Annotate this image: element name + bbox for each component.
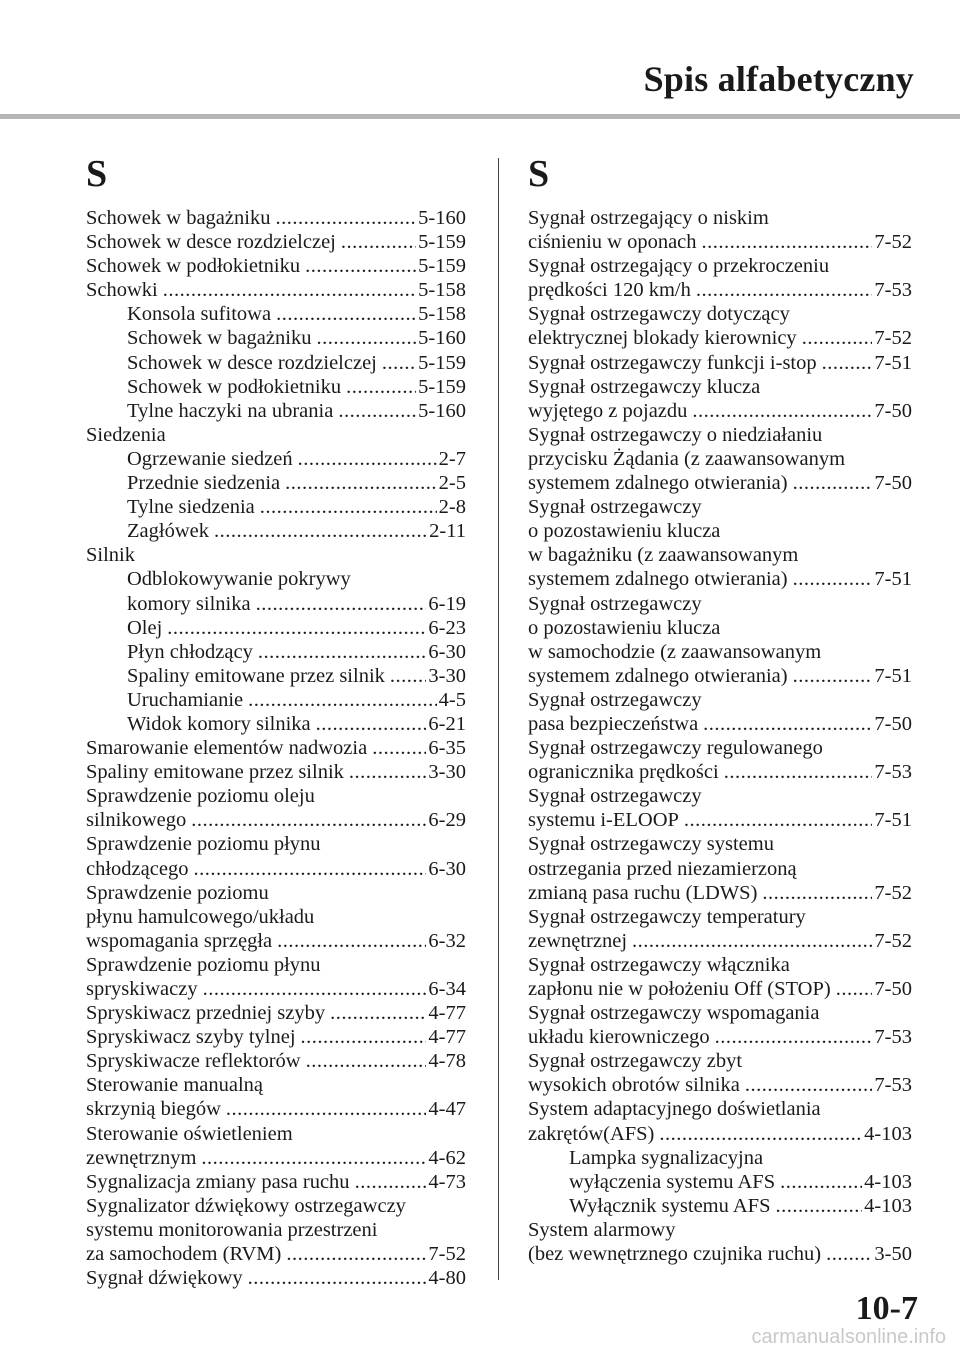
index-entry <box>528 1025 912 1049</box>
index-entry <box>86 592 466 616</box>
index-entry-page: 4-5 <box>438 688 466 711</box>
dot-leader <box>306 1049 427 1073</box>
index-entry <box>86 881 466 905</box>
dot-leader <box>256 592 427 616</box>
index-entry-page: 6-29 <box>428 809 466 832</box>
index-entry <box>528 375 912 399</box>
dot-leader <box>248 1266 427 1290</box>
index-entry-page: 6-21 <box>428 712 466 735</box>
index-entry <box>86 1170 466 1194</box>
index-entry-page: 2-8 <box>438 496 466 519</box>
index-entry <box>86 1097 466 1121</box>
dot-leader <box>390 664 427 688</box>
dot-leader <box>191 808 426 832</box>
index-entry <box>86 953 466 977</box>
index-entry-term: Schowek w podłokietniku <box>127 375 342 398</box>
index-entry <box>528 519 912 543</box>
index-entry-page: 4-47 <box>428 1098 466 1121</box>
index-entry <box>86 447 466 471</box>
index-entry-term: chłodzącego <box>86 857 189 880</box>
index-entry <box>86 1218 466 1242</box>
index-entry-page: 5-160 <box>418 399 466 422</box>
dot-leader <box>349 760 427 784</box>
index-entry-page: 7-53 <box>874 1026 912 1049</box>
index-entry-term: Sygnał dźwiękowy <box>86 1267 243 1290</box>
index-entry-page: 3-30 <box>428 761 466 784</box>
index-entry-term: Spryskiwacze reflektorów <box>86 1050 301 1073</box>
index-entry-term: Silnik <box>86 544 135 567</box>
index-entry <box>86 857 466 881</box>
index-entry-page: 5-159 <box>418 351 466 374</box>
index-entry-page: 3-50 <box>874 1243 912 1266</box>
index-entry-page: 5-159 <box>418 375 466 398</box>
index-entry-page: 4-62 <box>428 1146 466 1169</box>
index-entry-term: systemem zdalnego otwierania) <box>528 568 788 591</box>
index-entry-term: Sprawdzenie poziomu <box>86 881 269 904</box>
index-column-left <box>86 150 466 1290</box>
index-entry-term: ciśnieniu w oponach <box>528 231 697 254</box>
index-entry-page: 7-50 <box>874 712 912 735</box>
dot-leader <box>724 760 873 784</box>
index-entry <box>86 1122 466 1146</box>
index-entry <box>86 495 466 519</box>
index-entry-term: Sygnał ostrzegawczy dotyczący <box>528 303 790 326</box>
index-entry-term: System adaptacyjnego doświetlania <box>528 1098 821 1121</box>
index-entry-page: 5-158 <box>418 279 466 302</box>
index-entry <box>86 1146 466 1170</box>
dot-leader <box>793 567 873 591</box>
index-entry <box>528 1146 912 1170</box>
index-entry-page: 4-73 <box>428 1170 466 1193</box>
index-entry-term: Sygnał ostrzegawczy systemu <box>528 833 774 856</box>
index-entry <box>528 664 912 688</box>
index-entry-page: 6-19 <box>428 592 466 615</box>
dot-leader <box>276 302 416 326</box>
index-entry-term: układu kierowniczego <box>528 1026 710 1049</box>
index-entry-page: 2-5 <box>438 472 466 495</box>
index-entry <box>86 471 466 495</box>
index-entry <box>528 230 912 254</box>
index-entry <box>86 567 466 591</box>
index-entry <box>528 832 912 856</box>
index-entry-term: silnikowego <box>86 809 187 832</box>
index-entry-page: 5-158 <box>418 303 466 326</box>
index-entry <box>86 784 466 808</box>
dot-leader <box>702 230 873 254</box>
index-entry-page: 7-52 <box>874 327 912 350</box>
index-entry <box>86 1242 466 1266</box>
dot-leader <box>793 471 873 495</box>
index-entry-term: Sygnał ostrzegawczy <box>528 496 702 519</box>
index-entry <box>528 302 912 326</box>
dot-leader <box>226 1097 427 1121</box>
index-entries-left <box>86 206 466 1290</box>
dot-leader <box>330 1001 426 1025</box>
column-divider <box>498 158 499 1280</box>
dot-leader <box>275 206 416 230</box>
index-entry <box>86 423 466 447</box>
index-entry <box>86 326 466 350</box>
dot-leader <box>632 929 872 953</box>
dot-leader <box>659 1122 862 1146</box>
index-entry <box>86 351 466 375</box>
index-entry-term: w bagażniku (z zaawansowanym <box>528 544 799 567</box>
index-entry <box>86 230 466 254</box>
index-entry-page: 2-11 <box>429 520 466 543</box>
index-entry <box>528 326 912 350</box>
index-entry-term: komory silnika <box>127 592 251 615</box>
index-entry-page: 7-50 <box>874 399 912 422</box>
index-entry-term: Sterowanie manualną <box>86 1074 264 1097</box>
dot-leader <box>316 326 416 350</box>
index-entry-page: 4-103 <box>864 1194 912 1217</box>
index-entry-page: 7-50 <box>874 978 912 1000</box>
dot-leader <box>305 254 416 278</box>
index-entry <box>528 640 912 664</box>
index-entry-term: Wyłącznik systemu AFS <box>569 1194 771 1217</box>
index-entry-page: 6-34 <box>428 978 466 1000</box>
dot-leader <box>780 1170 862 1194</box>
index-entry-page: 7-53 <box>874 761 912 784</box>
section-letter-right: S <box>528 153 550 195</box>
index-entry <box>86 254 466 278</box>
index-entry-term: Sygnalizacja zmiany pasa ruchu <box>86 1170 350 1193</box>
index-entry-term: Sygnał ostrzegawczy <box>528 688 702 711</box>
index-entry-term: wyłączenia systemu AFS <box>569 1170 776 1193</box>
index-entry <box>528 760 912 784</box>
index-entry <box>86 832 466 856</box>
index-entry <box>528 592 912 616</box>
index-entry-term: Olej <box>127 616 163 639</box>
index-entry <box>528 567 912 591</box>
index-entry-page: 5-159 <box>418 231 466 254</box>
index-entry <box>86 616 466 640</box>
index-entry-term: Sterowanie oświetleniem <box>86 1122 293 1145</box>
index-entry <box>528 1073 912 1097</box>
index-entry-page: 7-51 <box>874 809 912 832</box>
index-entry <box>528 688 912 712</box>
index-entry-term: systemem zdalnego otwierania) <box>528 664 788 687</box>
index-entry-page: 7-52 <box>428 1243 466 1266</box>
index-entry-term: Odblokowywanie pokrywy <box>127 568 351 591</box>
dot-leader <box>248 688 437 712</box>
header-rule <box>0 114 960 119</box>
index-entry-term: Spryskiwacz szyby tylnej <box>86 1026 296 1049</box>
index-entry <box>528 399 912 423</box>
index-entry <box>86 399 466 423</box>
index-entry-term: płynu hamulcowego/układu <box>86 905 315 928</box>
index-entry-term: Sprawdzenie poziomu płynu <box>86 953 321 976</box>
index-entry-term: wspomagania sprzęgła <box>86 929 273 952</box>
dot-leader <box>163 278 416 302</box>
index-entry <box>528 953 912 977</box>
index-entry <box>86 929 466 953</box>
index-entry <box>86 543 466 567</box>
index-entry-page: 6-32 <box>428 929 466 952</box>
index-entry-term: Tylne haczyki na ubrania <box>127 399 334 422</box>
index-entry <box>86 1049 466 1073</box>
index-entry-page: 6-35 <box>428 737 466 760</box>
index-entry <box>86 664 466 688</box>
index-entry-page: 4-77 <box>428 1026 466 1049</box>
index-entry <box>86 1194 466 1218</box>
index-entry-term: Płyn chłodzący <box>127 640 253 663</box>
index-entry <box>528 736 912 760</box>
dot-leader <box>355 1170 427 1194</box>
index-entry-term: Sprawdzenie poziomu oleju <box>86 785 315 808</box>
index-entry-page: 4-77 <box>428 1002 466 1025</box>
index-entry <box>86 712 466 736</box>
index-entry-term: systemem zdalnego otwierania) <box>528 472 788 495</box>
page-header-title: Spis alfabetyczny <box>643 59 914 99</box>
dot-leader <box>338 399 416 423</box>
index-entry-page: 7-50 <box>874 472 912 495</box>
dot-leader <box>684 808 873 832</box>
index-entry-page: 4-78 <box>428 1050 466 1073</box>
index-entry <box>528 1122 912 1146</box>
index-entry-page: 2-7 <box>438 447 466 470</box>
index-entry <box>528 784 912 808</box>
index-entry-term: Widok komory silnika <box>127 712 311 735</box>
index-entry <box>528 278 912 302</box>
dot-leader <box>193 857 426 881</box>
index-entry <box>528 423 912 447</box>
index-entry <box>528 471 912 495</box>
index-entry-term: Sygnał ostrzegawczy <box>528 785 702 808</box>
index-entry-term: (bez wewnętrznego czujnika ruchu) <box>528 1243 822 1266</box>
dot-leader <box>346 375 416 399</box>
index-entry-term: Sygnał ostrzegający o niskim <box>528 207 769 229</box>
dot-leader <box>201 1146 426 1170</box>
index-entry-term: o pozostawieniu klucza <box>528 616 721 639</box>
index-entry-term: prędkości 120 km/h <box>528 279 691 302</box>
index-entry-term: skrzynią biegów <box>86 1098 221 1121</box>
index-entry-term: Smarowanie elementów nadwozia <box>86 737 368 760</box>
watermark: carmanualsonline.info <box>751 1326 946 1348</box>
index-entry <box>528 616 912 640</box>
index-entry-term: Schowek w desce rozdzielczej <box>127 351 377 374</box>
index-entry-term: ogranicznika prędkości <box>528 761 719 784</box>
index-entries-right <box>528 206 912 1266</box>
index-entry-page: 6-30 <box>428 640 466 663</box>
index-entry-term: Ogrzewanie siedzeń <box>127 447 293 470</box>
index-entry <box>528 1049 912 1073</box>
index-entry-term: Sygnał ostrzegawczy włącznika <box>528 953 790 976</box>
index-entry-term: o pozostawieniu klucza <box>528 520 721 543</box>
index-entry-term: elektrycznej blokady kierownicy <box>528 327 797 350</box>
index-entry-page: 5-160 <box>418 327 466 350</box>
index-entry <box>86 302 466 326</box>
index-entry-page: 7-53 <box>874 1074 912 1097</box>
index-entry-term: Sygnał ostrzegawczy funkcji i-stop <box>528 351 817 374</box>
index-entry-page: 5-160 <box>418 207 466 229</box>
page-number: 10-7 <box>855 1290 918 1327</box>
index-entry-term: Spaliny emitowane przez silnik <box>86 761 344 784</box>
index-entry-page: 7-52 <box>874 231 912 254</box>
index-entry-term: Lampka sygnalizacyjna <box>569 1146 764 1169</box>
index-entry <box>86 1073 466 1097</box>
index-entry-term: Przednie siedzenia <box>127 472 281 495</box>
index-entry-term: Sygnał ostrzegawczy wspomagania <box>528 1002 820 1025</box>
dot-leader <box>715 1025 873 1049</box>
index-entry <box>528 495 912 519</box>
index-entry-term: Konsola sufitowa <box>127 303 272 326</box>
index-entry-term: Siedzenia <box>86 423 166 446</box>
index-entry <box>86 688 466 712</box>
index-entry-term: wysokich obrotów silnika <box>528 1074 740 1097</box>
index-entry-term: Zagłówek <box>127 520 209 543</box>
dot-leader <box>836 977 873 1001</box>
index-entry-term: Uruchamianie <box>127 688 244 711</box>
index-entry <box>528 977 912 1001</box>
index-entry <box>528 1097 912 1121</box>
index-entry-term: Sygnał ostrzegawczy o niedziałaniu <box>528 423 823 446</box>
index-entry <box>528 1001 912 1025</box>
index-entry-term: Sygnalizator dźwiękowy ostrzegawczy <box>86 1194 406 1217</box>
index-entry <box>528 712 912 736</box>
index-entry-term: Sygnał ostrzegający o przekroczeniu <box>528 255 830 278</box>
index-entry-page: 7-51 <box>874 568 912 591</box>
index-entry <box>528 254 912 278</box>
index-entry-term: spryskiwaczy <box>86 978 198 1000</box>
dot-leader <box>802 326 873 350</box>
index-entry-page: 7-51 <box>874 351 912 374</box>
index-entry-term: Schowek w bagażniku <box>86 207 271 229</box>
index-entry <box>528 206 912 230</box>
dot-leader <box>341 230 416 254</box>
index-entry-term: systemu i-ELOOP <box>528 809 679 832</box>
index-entry <box>86 1266 466 1290</box>
dot-leader <box>696 278 873 302</box>
index-entry-term: ostrzegania przed niezamierzoną <box>528 857 797 880</box>
index-entry <box>528 1242 912 1266</box>
dot-leader <box>203 977 427 1001</box>
index-entry <box>86 375 466 399</box>
index-entry-term: System alarmowy <box>528 1218 676 1241</box>
index-entry-page: 6-23 <box>428 616 466 639</box>
index-entry-term: za samochodem (RVM) <box>86 1243 282 1266</box>
dot-leader <box>692 399 872 423</box>
index-entry-page: 4-103 <box>864 1122 912 1145</box>
index-entry <box>86 760 466 784</box>
index-entry-term: Sygnał ostrzegawczy zbyt <box>528 1050 743 1073</box>
index-entry <box>86 640 466 664</box>
index-entry <box>528 543 912 567</box>
index-entry <box>86 905 466 929</box>
dot-leader <box>745 1073 873 1097</box>
index-entry-page: 6-30 <box>428 857 466 880</box>
index-entry-term: Spryskiwacz przedniej szyby <box>86 1002 326 1025</box>
index-entry <box>528 808 912 832</box>
dot-leader <box>703 712 872 736</box>
index-entry <box>86 977 466 1001</box>
index-entry <box>528 905 912 929</box>
dot-leader <box>762 881 872 905</box>
index-entry <box>528 1194 912 1218</box>
index-entry-term: systemu monitorowania przestrzeni <box>86 1218 378 1241</box>
index-entry-term: Schowek w bagażniku <box>127 327 312 350</box>
index-entry <box>528 1170 912 1194</box>
dot-leader <box>372 736 426 760</box>
index-entry-term: Sygnał ostrzegawczy <box>528 592 702 615</box>
dot-leader <box>793 664 873 688</box>
index-entry <box>86 278 466 302</box>
dot-leader <box>298 447 437 471</box>
dot-leader <box>260 495 437 519</box>
dot-leader <box>301 1025 427 1049</box>
index-entry <box>86 1025 466 1049</box>
index-entry-page: 7-51 <box>874 664 912 687</box>
index-entry <box>528 447 912 471</box>
index-entry-term: Tylne siedzenia <box>127 496 255 519</box>
index-entry-term: Sygnał ostrzegawczy regulowanego <box>528 737 823 760</box>
dot-leader <box>316 712 427 736</box>
index-entry-term: wyjętego z pojazdu <box>528 399 688 422</box>
index-entry-term: przycisku Żądania (z zaawansowanym <box>528 447 846 470</box>
index-entry <box>86 206 466 230</box>
index-entry <box>528 929 912 953</box>
dot-leader <box>822 351 873 375</box>
index-column-right <box>528 150 912 1266</box>
section-letter-left: S <box>86 153 108 195</box>
index-entry-term: zewnętrznym <box>86 1146 197 1169</box>
index-entry-page: 4-103 <box>864 1170 912 1193</box>
index-entry-term: zapłonu nie w położeniu Off (STOP) <box>528 978 831 1000</box>
index-entry-page: 7-52 <box>874 881 912 904</box>
index-entry-term: zakrętów(AFS) <box>528 1122 655 1145</box>
index-entry-term: Schowki <box>86 279 158 302</box>
index-entry <box>528 857 912 881</box>
index-entry-page: 3-30 <box>428 664 466 687</box>
dot-leader <box>382 351 416 375</box>
index-entry-page: 7-53 <box>874 279 912 302</box>
index-entry-term: zmianą pasa ruchu (LDWS) <box>528 881 758 904</box>
index-entry-term: pasa bezpieczeństwa <box>528 712 699 735</box>
index-entry <box>528 1218 912 1242</box>
dot-leader <box>258 640 427 664</box>
index-entry <box>86 519 466 543</box>
index-entry-page: 5-159 <box>418 255 466 278</box>
index-entry-term: Sprawdzenie poziomu płynu <box>86 833 321 856</box>
dot-leader <box>167 616 426 640</box>
index-entry-term: zewnętrznej <box>528 929 628 952</box>
index-entry-term: Sygnał ostrzegawczy klucza <box>528 375 761 398</box>
index-entry <box>86 808 466 832</box>
index-entry <box>528 351 912 375</box>
dot-leader <box>286 1242 426 1266</box>
index-entry <box>86 1001 466 1025</box>
index-entry <box>86 736 466 760</box>
dot-leader <box>214 519 427 543</box>
dot-leader <box>277 929 426 953</box>
dot-leader <box>775 1194 862 1218</box>
index-entry-term: w samochodzie (z zaawansowanym <box>528 640 822 663</box>
index-entry-term: Spaliny emitowane przez silnik <box>127 664 385 687</box>
index-entry-term: Schowek w podłokietniku <box>86 255 301 278</box>
dot-leader <box>285 471 437 495</box>
index-entry <box>528 881 912 905</box>
index-entry-page: 4-80 <box>428 1267 466 1290</box>
index-entry-page: 7-52 <box>874 929 912 952</box>
index-entry-term: Schowek w desce rozdzielczej <box>86 231 336 254</box>
index-entry-term: Sygnał ostrzegawczy temperatury <box>528 905 806 928</box>
dot-leader <box>826 1242 872 1266</box>
